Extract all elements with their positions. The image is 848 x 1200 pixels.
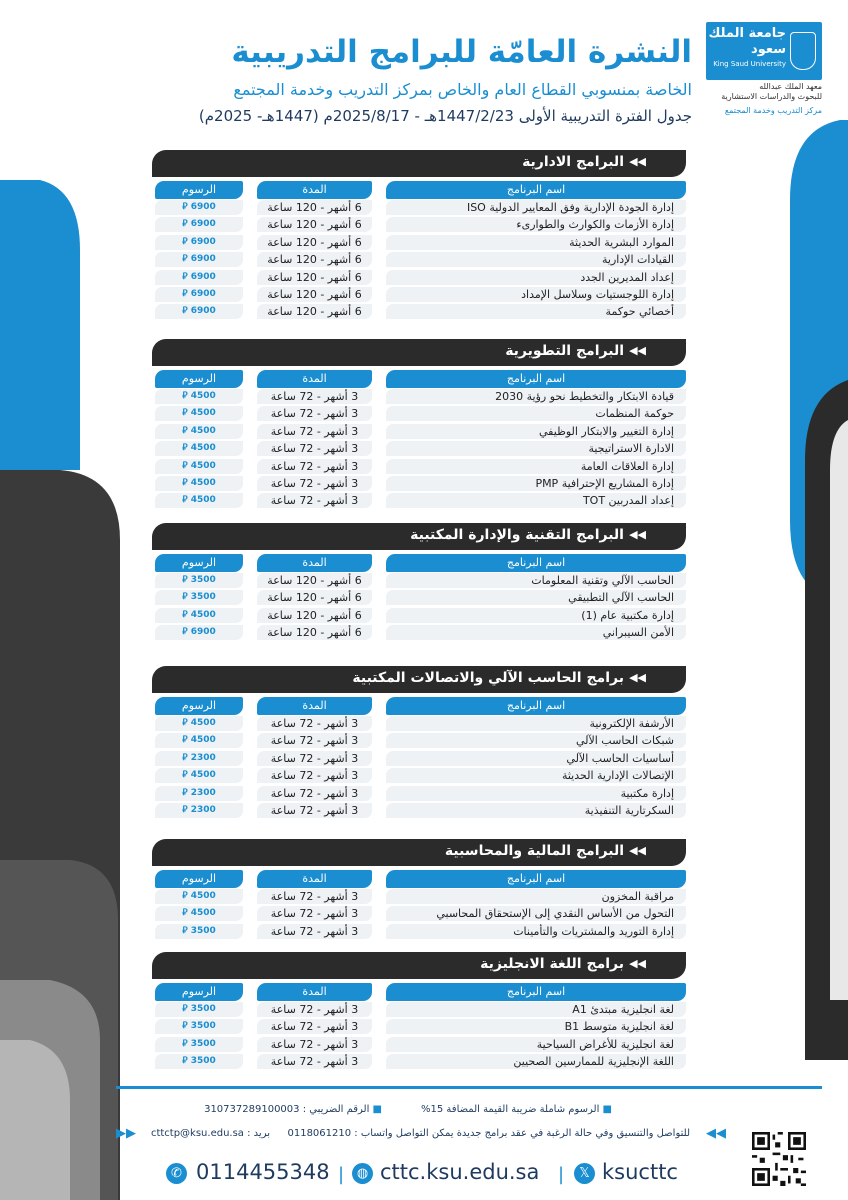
program-name: الحاسب الآلي وتقنية المعلومات xyxy=(386,573,686,588)
fee-value: 4500 xyxy=(190,425,216,436)
currency-icon: ⃁ xyxy=(182,575,188,585)
program-name: الأمن السيبراني xyxy=(386,625,686,640)
col-header-duration: المدة xyxy=(257,370,372,388)
footer-divider xyxy=(116,1086,822,1089)
column-headers xyxy=(152,370,686,388)
program-duration: 6 أشهر - 120 ساعة xyxy=(257,200,372,215)
program-duration: 3 أشهر - 72 ساعة xyxy=(257,1037,372,1052)
fee-value: 4500 xyxy=(190,477,216,488)
fee-value: 6900 xyxy=(190,306,216,317)
table-row xyxy=(152,199,686,216)
section-english xyxy=(152,952,686,1071)
program-name: الادارة الاستراتيجية xyxy=(386,441,686,456)
program-fee xyxy=(155,389,243,404)
currency-icon: ⃁ xyxy=(182,925,188,936)
x-twitter-icon: 𝕏 xyxy=(574,1163,595,1184)
fee-value: 6900 xyxy=(190,254,216,265)
program-name: الحاسب الآلي التطبيقي xyxy=(386,590,686,605)
fee-value: 3500 xyxy=(190,1038,216,1049)
program-duration: 6 أشهر - 120 ساعة xyxy=(257,590,372,605)
program-name: الأرشفة الإلكترونية xyxy=(386,716,686,731)
tax-number-text: الرقم الضريبي : 310737289100003 xyxy=(204,1104,370,1115)
section-finance xyxy=(152,839,686,940)
currency-icon: ⃁ xyxy=(182,495,188,506)
page-subtitle: الخاصة بمنسوبي القطاع العام والخاص بمركز التدريب وخدمة المجتمع xyxy=(233,80,692,99)
table-row xyxy=(152,732,686,749)
double-arrow-icon: ◀◀ xyxy=(629,528,646,541)
table-row xyxy=(152,269,686,286)
fee-value: 4500 xyxy=(190,408,216,419)
table-row xyxy=(152,1001,686,1018)
program-name: قيادة الابتكار والتخطيط نحو رؤية 2030 xyxy=(386,389,686,404)
program-fee xyxy=(155,889,243,904)
program-duration: 6 أشهر - 120 ساعة xyxy=(257,235,372,250)
table-row xyxy=(152,458,686,475)
program-name: أساسيات الحاسب الآلي xyxy=(386,751,686,766)
globe-icon: ◍ xyxy=(352,1163,373,1184)
program-duration: 3 أشهر - 72 ساعة xyxy=(257,768,372,783)
column-headers xyxy=(152,697,686,715)
program-fee xyxy=(155,803,243,818)
social-handle[interactable]: ksucttc xyxy=(602,1160,678,1184)
table-row xyxy=(152,475,686,492)
col-header-fees: الرسوم xyxy=(155,370,243,388)
ksu-logo xyxy=(706,22,822,115)
section-title: البرامج التطويرية xyxy=(505,343,624,359)
fee-value: 4500 xyxy=(190,460,216,471)
section-title: البرامج المالية والمحاسبية xyxy=(444,843,624,859)
double-arrow-icon: ◀◀ xyxy=(629,671,646,684)
col-header-fees: الرسوم xyxy=(155,870,243,888)
table-row xyxy=(152,715,686,732)
program-fee xyxy=(155,200,243,215)
program-fee xyxy=(155,493,243,508)
program-fee xyxy=(155,304,243,319)
program-name: القيادات الإدارية xyxy=(386,252,686,267)
currency-icon: ⃁ xyxy=(182,288,188,299)
program-name: إدارة المشاريع الإحترافية PMP xyxy=(386,476,686,491)
program-fee xyxy=(155,217,243,232)
program-name: اللغة الإنجليزية للممارسين الصحيين xyxy=(386,1054,686,1069)
program-name: إدارة اللوجستيات وسلاسل الإمداد xyxy=(386,287,686,302)
col-header-name: اسم البرنامج xyxy=(386,370,686,388)
fee-value: 4500 xyxy=(190,718,216,728)
fee-value: 6900 xyxy=(190,288,216,299)
program-duration: 3 أشهر - 72 ساعة xyxy=(257,424,372,439)
whatsapp-icon: ✆ xyxy=(166,1163,187,1184)
program-fee xyxy=(155,476,243,491)
program-fee xyxy=(155,924,243,939)
table-row xyxy=(152,286,686,303)
fee-value: 4500 xyxy=(190,908,216,919)
currency-icon: ⃁ xyxy=(182,408,188,419)
section-header xyxy=(152,150,686,177)
program-duration: 3 أشهر - 72 ساعة xyxy=(257,406,372,421)
fee-value: 4500 xyxy=(190,443,216,454)
program-name: السكرتارية التنفيذية xyxy=(386,803,686,818)
program-duration: 3 أشهر - 72 ساعة xyxy=(257,1054,372,1069)
double-arrow-right-icon: ◀◀ xyxy=(706,1126,726,1141)
program-duration: 6 أشهر - 120 ساعة xyxy=(257,217,372,232)
table-row xyxy=(152,785,686,802)
currency-icon: ⃁ xyxy=(182,908,188,919)
program-duration: 6 أشهر - 120 ساعة xyxy=(257,608,372,623)
program-fee xyxy=(155,786,243,801)
table-row xyxy=(152,423,686,440)
currency-icon: ⃁ xyxy=(182,787,188,798)
program-duration: 3 أشهر - 72 ساعة xyxy=(257,906,372,921)
fee-value: 2300 xyxy=(190,804,216,815)
fee-value: 4500 xyxy=(190,735,216,746)
table-row xyxy=(152,251,686,268)
program-duration: 6 أشهر - 120 ساعة xyxy=(257,304,372,319)
institute-line-1: معهد الملك عبدالله xyxy=(759,82,822,91)
table-row xyxy=(152,905,686,922)
currency-icon: ⃁ xyxy=(182,425,188,436)
section-header xyxy=(152,666,686,693)
program-name: إدارة العلاقات العامة xyxy=(386,459,686,474)
col-header-fees: الرسوم xyxy=(155,554,243,572)
currency-icon: ⃁ xyxy=(182,1004,188,1014)
program-name: إعداد المدربين TOT xyxy=(386,493,686,508)
currency-icon: ⃁ xyxy=(182,271,188,282)
table-row xyxy=(152,234,686,251)
contact-note: للتواصل والتنسيق وفي حالة الرغبة في عقد برامج جديدة يمكن التواصل واتساب : 0118061210 xyxy=(287,1128,690,1139)
fee-value: 4500 xyxy=(190,495,216,506)
program-fee xyxy=(155,733,243,748)
page-title: النشرة العامّة للبرامج التدريبية xyxy=(231,34,692,70)
table-row xyxy=(152,1036,686,1053)
double-arrow-icon: ◀◀ xyxy=(629,844,646,857)
table-row xyxy=(152,750,686,767)
column-headers xyxy=(152,983,686,1001)
program-name: مراقبة المخزون xyxy=(386,889,686,904)
column-headers xyxy=(152,554,686,572)
fee-value: 3500 xyxy=(190,575,216,585)
bullet-icon: ■ xyxy=(602,1104,612,1115)
fee-value: 4500 xyxy=(190,891,216,901)
separator: | xyxy=(338,1164,345,1185)
col-header-duration: المدة xyxy=(257,983,372,1001)
currency-icon: ⃁ xyxy=(182,1038,188,1049)
program-fee xyxy=(155,252,243,267)
program-name: حوكمة المنظمات xyxy=(386,406,686,421)
fee-value: 6900 xyxy=(190,236,216,247)
program-fee xyxy=(155,716,243,731)
section-header xyxy=(152,339,686,366)
program-duration: 3 أشهر - 72 ساعة xyxy=(257,733,372,748)
currency-icon: ⃁ xyxy=(182,1021,188,1032)
col-header-duration: المدة xyxy=(257,181,372,199)
program-duration: 3 أشهر - 72 ساعة xyxy=(257,924,372,939)
currency-icon: ⃁ xyxy=(182,804,188,815)
program-fee xyxy=(155,459,243,474)
program-fee xyxy=(155,1019,243,1034)
currency-icon: ⃁ xyxy=(182,236,188,247)
col-header-name: اسم البرنامج xyxy=(386,697,686,715)
program-name: لغة انجليزية مبتدئ A1 xyxy=(386,1002,686,1017)
table-row xyxy=(152,923,686,940)
table-row xyxy=(152,388,686,405)
currency-icon: ⃁ xyxy=(182,752,188,763)
center-name: مركز التدريب وخدمة المجتمع xyxy=(724,106,822,115)
university-name-ar: جامعة الملك سعود xyxy=(708,26,786,57)
program-name: الإتصالات الإدارية الحديثة xyxy=(386,768,686,783)
section-title: برامج الحاسب الآلي والاتصالات المكتبية xyxy=(352,670,624,686)
currency-icon: ⃁ xyxy=(182,443,188,454)
program-name: شبكات الحاسب الآلي xyxy=(386,733,686,748)
program-duration: 6 أشهر - 120 ساعة xyxy=(257,573,372,588)
program-duration: 3 أشهر - 72 ساعة xyxy=(257,786,372,801)
program-duration: 3 أشهر - 72 ساعة xyxy=(257,889,372,904)
section-title: برامج اللغة الانجليزية xyxy=(480,956,624,972)
program-fee xyxy=(155,608,243,623)
university-name-en: King Saud University xyxy=(713,60,786,68)
fee-value: 4500 xyxy=(190,391,216,401)
column-headers xyxy=(152,181,686,199)
section-computer-comms xyxy=(152,666,686,819)
fee-value: 6900 xyxy=(190,627,216,638)
qr-code-icon[interactable] xyxy=(752,1132,806,1186)
table-row xyxy=(152,607,686,624)
program-fee xyxy=(155,751,243,766)
col-header-duration: المدة xyxy=(257,697,372,715)
fee-value: 3500 xyxy=(190,592,216,603)
currency-icon: ⃁ xyxy=(182,891,188,901)
program-fee xyxy=(155,625,243,640)
program-fee xyxy=(155,768,243,783)
col-header-duration: المدة xyxy=(257,870,372,888)
program-fee xyxy=(155,590,243,605)
fee-value: 6900 xyxy=(190,271,216,282)
program-duration: 3 أشهر - 72 ساعة xyxy=(257,476,372,491)
fee-value: 3500 xyxy=(190,1004,216,1014)
program-name: إعداد المديرين الجدد xyxy=(386,270,686,285)
website-link[interactable]: cttc.ksu.edu.sa xyxy=(380,1160,540,1184)
table-row xyxy=(152,1018,686,1035)
fee-value: 3500 xyxy=(190,1056,216,1067)
section-header xyxy=(152,952,686,979)
currency-icon: ⃁ xyxy=(182,609,188,620)
program-duration: 6 أشهر - 120 ساعة xyxy=(257,252,372,267)
program-name: الموارد البشرية الحديثة xyxy=(386,235,686,250)
table-row xyxy=(152,303,686,320)
double-arrow-icon: ◀◀ xyxy=(629,155,646,168)
fee-value: 2300 xyxy=(190,787,216,798)
program-fee xyxy=(155,441,243,456)
fee-value: 4500 xyxy=(190,609,216,620)
table-row xyxy=(152,802,686,819)
program-fee xyxy=(155,287,243,302)
fee-value: 2300 xyxy=(190,752,216,763)
program-name: إدارة مكتبية xyxy=(386,786,686,801)
program-name: إدارة التوريد والمشتريات والتأمينات xyxy=(386,924,686,939)
section-title: البرامج الادارية xyxy=(522,154,624,170)
table-row xyxy=(152,405,686,422)
program-name: إدارة مكتبية عام (1) xyxy=(386,608,686,623)
program-duration: 6 أشهر - 120 ساعة xyxy=(257,270,372,285)
tax-number xyxy=(204,1104,382,1115)
decorative-right-band xyxy=(760,0,848,1200)
fee-value: 6900 xyxy=(190,219,216,230)
currency-icon: ⃁ xyxy=(182,391,188,401)
currency-icon: ⃁ xyxy=(182,1056,188,1067)
program-name: إدارة الأزمات والكوارث والطوارىء xyxy=(386,217,686,232)
table-row xyxy=(152,589,686,606)
table-row xyxy=(152,216,686,233)
program-name: إدارة الجودة الإدارية وفق المعايير الدولية ISO xyxy=(386,200,686,215)
program-fee xyxy=(155,235,243,250)
currency-icon: ⃁ xyxy=(182,477,188,488)
currency-icon: ⃁ xyxy=(182,306,188,317)
program-fee xyxy=(155,406,243,421)
university-seal-icon xyxy=(790,32,816,70)
program-fee xyxy=(155,1002,243,1017)
section-header xyxy=(152,523,686,550)
logo-badge xyxy=(706,22,822,80)
program-fee xyxy=(155,1037,243,1052)
bullet-icon: ■ xyxy=(372,1104,382,1115)
currency-icon: ⃁ xyxy=(182,735,188,746)
period-line: جدول الفترة التدريبية الأولى 1447/2/23هـ - 2025/8/17م (1447هـ- 2025م) xyxy=(198,107,692,125)
program-duration: 3 أشهر - 72 ساعة xyxy=(257,441,372,456)
double-arrow-left-icon: ▶▶ xyxy=(116,1126,136,1141)
email-contact[interactable]: بريد : cttctp@ksu.edu.sa xyxy=(150,1128,270,1139)
double-arrow-icon: ◀◀ xyxy=(629,957,646,970)
program-fee xyxy=(155,1054,243,1069)
col-header-fees: الرسوم xyxy=(155,181,243,199)
program-duration: 3 أشهر - 72 ساعة xyxy=(257,493,372,508)
vat-note-text: الرسوم شاملة ضريبة القيمة المضافة 15% xyxy=(421,1104,600,1115)
separator: | xyxy=(558,1164,565,1185)
section-administrative xyxy=(152,150,686,321)
program-name: إدارة التغيير والابتكار الوظيفي xyxy=(386,424,686,439)
program-name: التحول من الأساس النقدي إلى الإستحقاق المحاسبي xyxy=(386,906,686,921)
program-duration: 3 أشهر - 72 ساعة xyxy=(257,716,372,731)
double-arrow-icon: ◀◀ xyxy=(629,344,646,357)
program-duration: 6 أشهر - 120 ساعة xyxy=(257,625,372,640)
program-fee xyxy=(155,424,243,439)
currency-icon: ⃁ xyxy=(182,460,188,471)
fee-value: 3500 xyxy=(190,1021,216,1032)
program-duration: 3 أشهر - 72 ساعة xyxy=(257,1019,372,1034)
decorative-left-band xyxy=(0,0,130,1200)
currency-icon: ⃁ xyxy=(182,202,188,212)
phone-number[interactable]: 0114455348 xyxy=(196,1160,330,1184)
fee-value: 6900 xyxy=(190,202,216,212)
currency-icon: ⃁ xyxy=(182,627,188,638)
table-row xyxy=(152,888,686,905)
currency-icon: ⃁ xyxy=(182,718,188,728)
program-fee xyxy=(155,906,243,921)
col-header-name: اسم البرنامج xyxy=(386,181,686,199)
program-name: أخصائي حوكمة xyxy=(386,304,686,319)
fee-value: 4500 xyxy=(190,770,216,781)
table-row xyxy=(152,767,686,784)
col-header-fees: الرسوم xyxy=(155,983,243,1001)
program-duration: 3 أشهر - 72 ساعة xyxy=(257,1002,372,1017)
col-header-duration: المدة xyxy=(257,554,372,572)
col-header-name: اسم البرنامج xyxy=(386,554,686,572)
col-header-name: اسم البرنامج xyxy=(386,870,686,888)
vat-note xyxy=(421,1104,612,1115)
institute-line-2: للبحوث والدراسات الاستشارية xyxy=(721,92,822,101)
section-header xyxy=(152,839,686,866)
table-row xyxy=(152,572,686,589)
program-duration: 3 أشهر - 72 ساعة xyxy=(257,389,372,404)
currency-icon: ⃁ xyxy=(182,592,188,603)
table-row xyxy=(152,492,686,509)
program-duration: 6 أشهر - 120 ساعة xyxy=(257,287,372,302)
currency-icon: ⃁ xyxy=(182,219,188,230)
column-headers xyxy=(152,870,686,888)
table-row xyxy=(152,1053,686,1070)
currency-icon: ⃁ xyxy=(182,254,188,265)
program-fee xyxy=(155,573,243,588)
section-technical xyxy=(152,523,686,642)
col-header-fees: الرسوم xyxy=(155,697,243,715)
col-header-name: اسم البرنامج xyxy=(386,983,686,1001)
table-row xyxy=(152,440,686,457)
program-name: لغة انجليزية للأغراض السياحية xyxy=(386,1037,686,1052)
program-duration: 3 أشهر - 72 ساعة xyxy=(257,803,372,818)
program-duration: 3 أشهر - 72 ساعة xyxy=(257,459,372,474)
currency-icon: ⃁ xyxy=(182,770,188,781)
section-developmental xyxy=(152,339,686,510)
fee-value: 3500 xyxy=(190,925,216,936)
program-name: لغة انجليزية متوسط B1 xyxy=(386,1019,686,1034)
table-row xyxy=(152,624,686,641)
program-duration: 3 أشهر - 72 ساعة xyxy=(257,751,372,766)
program-fee xyxy=(155,270,243,285)
section-title: البرامج التقنية والإدارة المكتبية xyxy=(410,527,624,543)
